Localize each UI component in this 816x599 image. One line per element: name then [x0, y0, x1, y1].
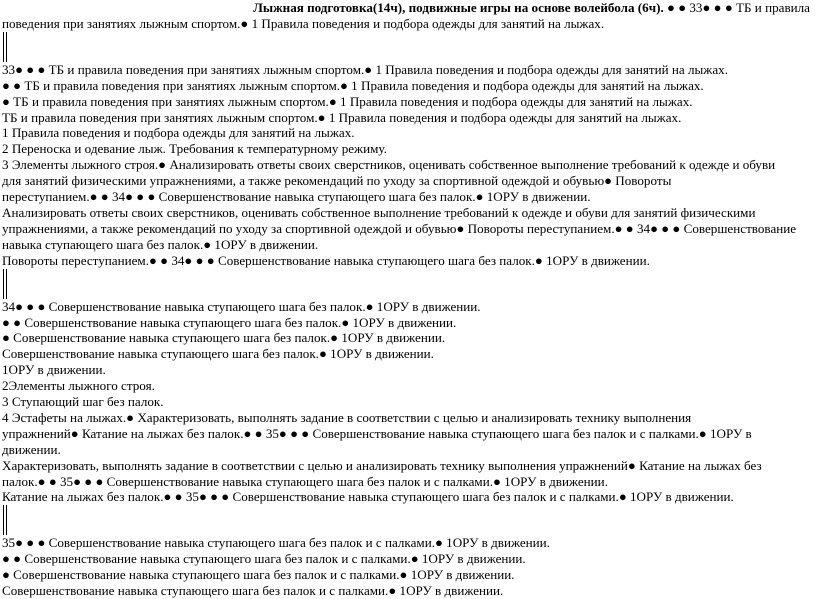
text-line: 35● ● ● Совершенствование навыка ступающего шага без палок и с палками.● 1ОРУ в движении. [2, 535, 550, 551]
text-line: поведения при занятиях лыжным спортом.● 1 Правила поведения и подбора одежды для занятий на лыжах. [2, 15, 605, 31]
text-line: ● Совершенствование навыка ступающего шага без палок.● 1ОРУ в движении. [2, 330, 446, 346]
text-line: 3 Ступающий шаг без палок. [2, 394, 164, 410]
text-line: Совершенствование навыка ступающего шага без палок и с палками.● 1ОРУ в движении. [2, 583, 504, 599]
text-cursor-marker [3, 32, 7, 62]
text-line: переступанием.● ● 34● ● ● Совершенствование навыка ступающего шага без палок.● 1ОРУ в движении. [2, 189, 591, 205]
text-line: 1ОРУ в движении. [2, 362, 106, 378]
text-line: упражнений● Катание на лыжах без палок.● ● 35● ● ● Совершенствование навыка ступающего шага без палок и с палками.● 1ОРУ в [2, 425, 752, 441]
document-title-line [2, 0, 814, 16]
text-block-2 [2, 62, 814, 269]
text-line: Характеризовать, выполнять задание в соответствии с целью и анализировать технику выполнения упражнений● Катание на лыжах без [2, 457, 762, 473]
text-line: ● Совершенствование навыка ступающего шага без палок и с палками.● 1ОРУ в движении. [2, 567, 515, 583]
text-line: 3 Элементы лыжного строя.● Анализировать ответы своих сверстников, оценивать собственное выполнение требований к одежде и обуви [2, 157, 776, 173]
text-line: ● ● Совершенствование навыка ступающего шага без палок.● 1ОРУ в движении. [2, 314, 457, 330]
text-block-3 [2, 299, 814, 506]
text-line: навыка ступающего шага без палок.● 1ОРУ в движении. [2, 236, 319, 252]
text-line: для занятий физическими упражнениями, а также рекомендаций по уходу за спортивной одеждой и обувью● Повороты [2, 173, 672, 189]
text-cursor-marker [3, 505, 7, 535]
text-line: Совершенствование навыка ступающего шага без палок.● 1ОРУ в движении. [2, 346, 434, 362]
text-line: 2Элементы лыжного строя. [2, 378, 155, 394]
text-line: движении. [2, 441, 61, 457]
text-line: ● ТБ и правила поведения при занятиях лыжным спортом.● 1 Правила поведения и подбора одежды для занятий на лыжах. [2, 93, 693, 109]
text-line: Анализировать ответы своих сверстников, оценивать собственное выполнение требований к одежде и обуви для занятий физическими [2, 204, 756, 220]
text-cursor-marker [3, 269, 7, 299]
title-continuation: ● ● 33● ● ● ТБ и правила [667, 0, 810, 15]
text-line: 1 Правила поведения и подбора одежды для занятий на лыжах. [2, 125, 355, 141]
text-line: Повороты переступанием.● ● 34● ● ● Совершенствование навыка ступающего шага без палок.● 1ОРУ в движении. [2, 252, 650, 268]
document-title: Лыжная подготовка(14ч), подвижные игры на основе волейбола (6ч). [253, 0, 664, 15]
text-line: 33● ● ● ТБ и правила поведения при занятиях лыжным спортом.● 1 Правила поведения и подбора одежды для занятий на лыжах. [2, 61, 728, 77]
text-line: Катание на лыжах без палок.● ● 35● ● ● Совершенствование навыка ступающего шага без палок и с палками.● 1ОРУ в движении. [2, 489, 734, 505]
text-block-4 [2, 535, 814, 599]
text-line: 4 Эстафеты на лыжах.● Характеризовать, выполнять задание в соответствии с целью и анализировать технику выполнения [2, 409, 692, 425]
text-line: ТБ и правила поведения при занятиях лыжным спортом.● 1 Правила поведения и подбора одежды для занятий на лыжах. [2, 109, 682, 125]
text-line: ● ● Совершенствование навыка ступающего шага без палок и с палками.● 1ОРУ в движении. [2, 551, 526, 567]
text-line: палок.● ● 35● ● ● Совершенствование навыка ступающего шага без палок и с палками.● 1ОРУ в движении. [2, 473, 608, 489]
text-line: 34● ● ● Совершенствование навыка ступающего шага без палок.● 1ОРУ в движении. [2, 298, 481, 314]
text-line: ● ● ТБ и правила поведения при занятиях лыжным спортом.● 1 Правила поведения и подбора одежды для занятий на лыжах. [2, 77, 704, 93]
text-line: упражнениями, а также рекомендаций по уходу за спортивной одеждой и обувью● Повороты переступанием.● ● 34● ● ● Совершенствование [2, 220, 797, 236]
text-line: 2 Переноска и одевание лыж. Требования к температурному режиму. [2, 141, 387, 157]
